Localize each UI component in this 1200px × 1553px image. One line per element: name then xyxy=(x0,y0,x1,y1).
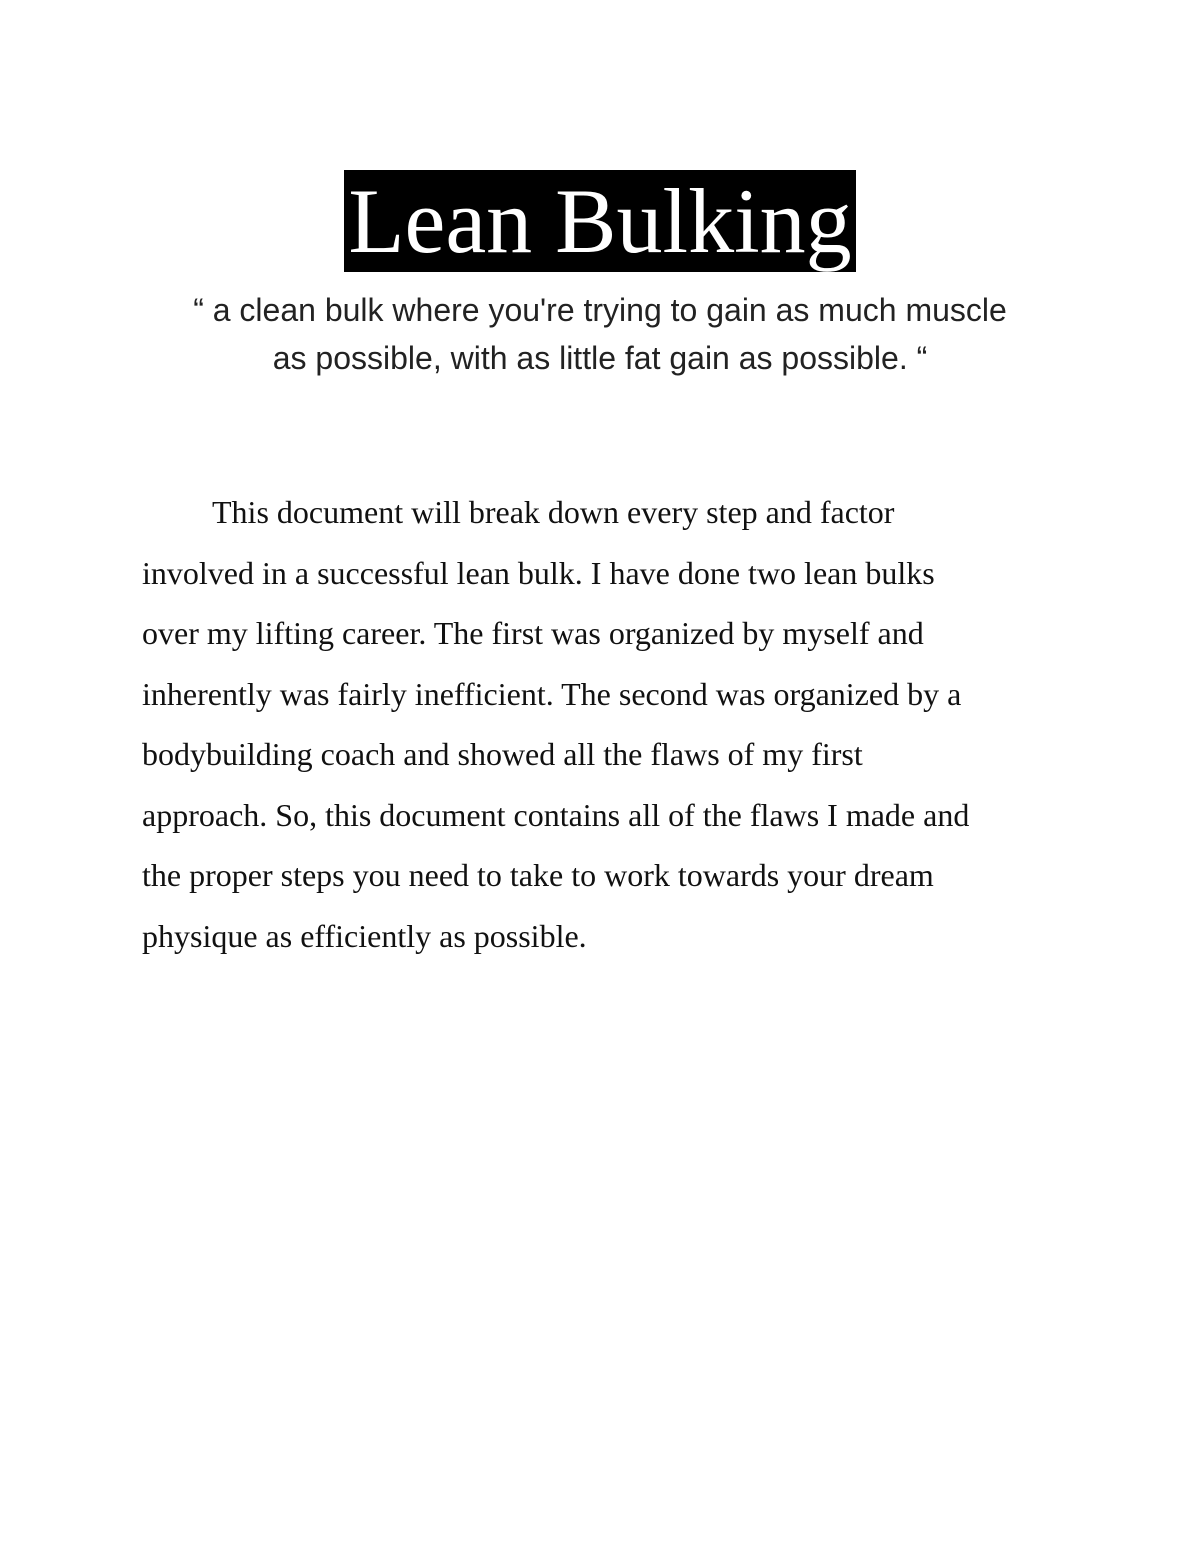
quote-line-1: “ a clean bulk where you're trying to gain as much muscle xyxy=(193,292,1007,328)
body-line-1: This document will break down every step and factor xyxy=(212,494,895,530)
body-line-6: approach. So, this document contains all of the flaws I made and xyxy=(142,796,970,833)
body-line-3: over my lifting career. The first was organized by myself and xyxy=(142,615,924,651)
body-paragraph xyxy=(142,482,1072,966)
body-line-2: involved in a successful lean bulk. I have done two lean bulks xyxy=(142,554,935,591)
title-container xyxy=(0,170,1200,272)
body-line-8: physique as efficiently as possible. xyxy=(142,917,587,954)
quote-line-2: as possible, with as little fat gain as possible. “ xyxy=(272,340,928,376)
body-line-5: bodybuilding coach and showed all the flaws of my first xyxy=(142,736,863,772)
quote-subtitle xyxy=(120,286,1080,382)
document-title: Lean Bulking xyxy=(344,170,855,272)
body-line-7: the proper steps you need to take to work towards your dream xyxy=(142,857,934,893)
body-line-4: inherently was fairly inefficient. The second was organized by a xyxy=(142,675,962,712)
